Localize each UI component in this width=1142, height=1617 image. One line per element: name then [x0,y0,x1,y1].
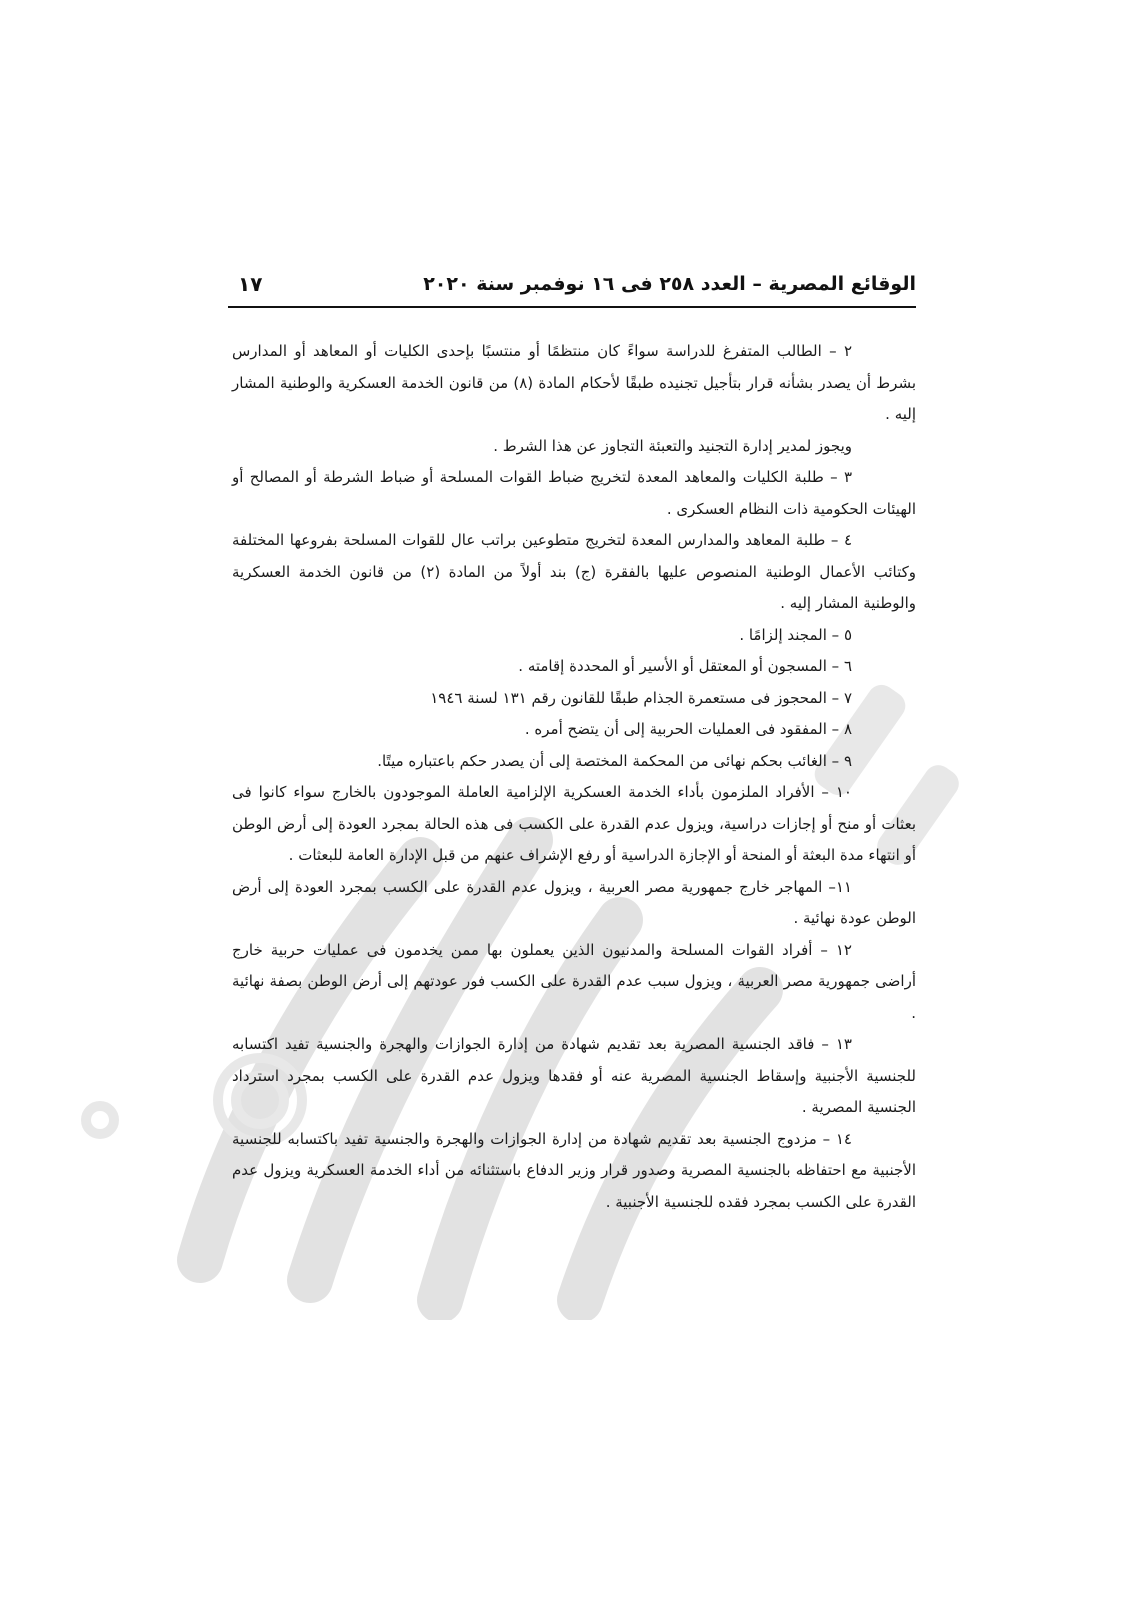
paragraph-item-6: ٦ – المسجون أو المعتقل أو الأسير أو المحددة إقامته . [518,657,852,675]
paragraph-item-13: ١٣ – فاقد الجنسية المصرية بعد تقديم شهادة من إدارة الجوازات والهجرة والجنسية تفيد اكتسابه للجنسية الأجنبية وإسقاط الجنسية المصرية عنه أو فقدها ويزول عدم القدرة على الكسب بمجرد استرداد الجنسية المصرية . [232,1035,916,1116]
paragraph-item-7: ٧ – المحجوز فى مستعمرة الجذام طبقًا للقانون رقم ١٣١ لسنة ١٩٤٦ [430,688,852,707]
header-divider [228,306,916,308]
page-number: ١٧ [238,272,263,296]
paragraph-item-10: ١٠ – الأفراد الملزمون بأداء الخدمة العسكرية الإلزامية العاملة الموجودون بالخارج سواء كانوا فى بعثات أو منح أو إجازات دراسية، ويزول عدم القدرة على الكسب فى هذه الحالة بمجرد العودة إلى أرض الوطن أو انتهاء مدة البعثة أو المنحة أو الإجازة الدراسية أو رفع الإشراف عنهم من قبل الإدارة العامة للبعثات . [232,783,916,864]
paragraph-item-14: ١٤ – مزدوج الجنسية بعد تقديم شهادة من إدارة الجوازات والهجرة والجنسية تفيد باكتسابه للجنسية الأجنبية مع احتفاظه بالجنسية المصرية وصدور قرار وزير الدفاع باستثنائه من أداء الخدمة العسكرية ويزول عدم القدرة على الكسب بمجرد فقده للجنسية الأجنبية . [232,1129,916,1211]
paragraph-item-3: ٣ – طلبة الكليات والمعاهد المعدة لتخريج ضباط القوات المسلحة أو ضباط الشرطة أو المصالح أو الهيئات الحكومية ذات النظام العسكرى . [232,468,916,518]
paragraph-exception-note: ويجوز لمدير إدارة التجنيد والتعبئة التجاوز عن هذا الشرط . [493,436,852,455]
document-body [232,336,916,1218]
paragraph-item-9: ٩ – الغائب بحكم نهائى من المحكمة المختصة إلى أن يصدر حكم باعتباره ميتًا. [377,751,852,770]
paragraph-item-2: ٢ – الطالب المتفرغ للدراسة سواءً كان منتظمًا أو منتسبًا بإحدى الكليات أو المعاهد أو المدارس بشرط أن يصدر بشأنه قرار بتأجيل تجنيده طبقًا لأحكام المادة (٨) من قانون الخدمة العسكرية والوطنية المشار إليه . [232,342,917,423]
paragraph-item-12: ١٢ – أفراد القوات المسلحة والمدنيون الذين يعملون بها ممن يخدمون فى عمليات حربية خارج أراضى جمهورية مصر العربية ، ويزول سبب عدم القدرة على الكسب فور عودتهم إلى أرض الوطن بصفة نهائية . [232,940,916,1022]
paragraph-item-11: ١١– المهاجر خارج جمهورية مصر العربية ، ويزول عدم القدرة على الكسب بمجرد العودة إلى أرض الوطن عودة نهائية . [232,877,916,927]
paragraph-item-4: ٤ – طلبة المعاهد والمدارس المعدة لتخريج متطوعين براتب عال للقوات المسلحة بفروعها المختلفة وكتائب الأعمال الوطنية المنصوص عليها بالفقرة (ج) بند أولاً من المادة (٢) من قانون الخدمة العسكرية والوطنية المشار إليه . [232,531,916,612]
page-header [228,262,916,306]
gazette-title: الوقائع المصرية – العدد ٢٥٨ فى ١٦ نوفمبر سنة ٢٠٢٠ [423,273,916,295]
paragraph-item-5: ٥ – المجند إلزامًا . [739,625,852,644]
paragraph-item-8: ٨ – المفقود فى العمليات الحربية إلى أن يتضح أمره . [524,720,852,738]
